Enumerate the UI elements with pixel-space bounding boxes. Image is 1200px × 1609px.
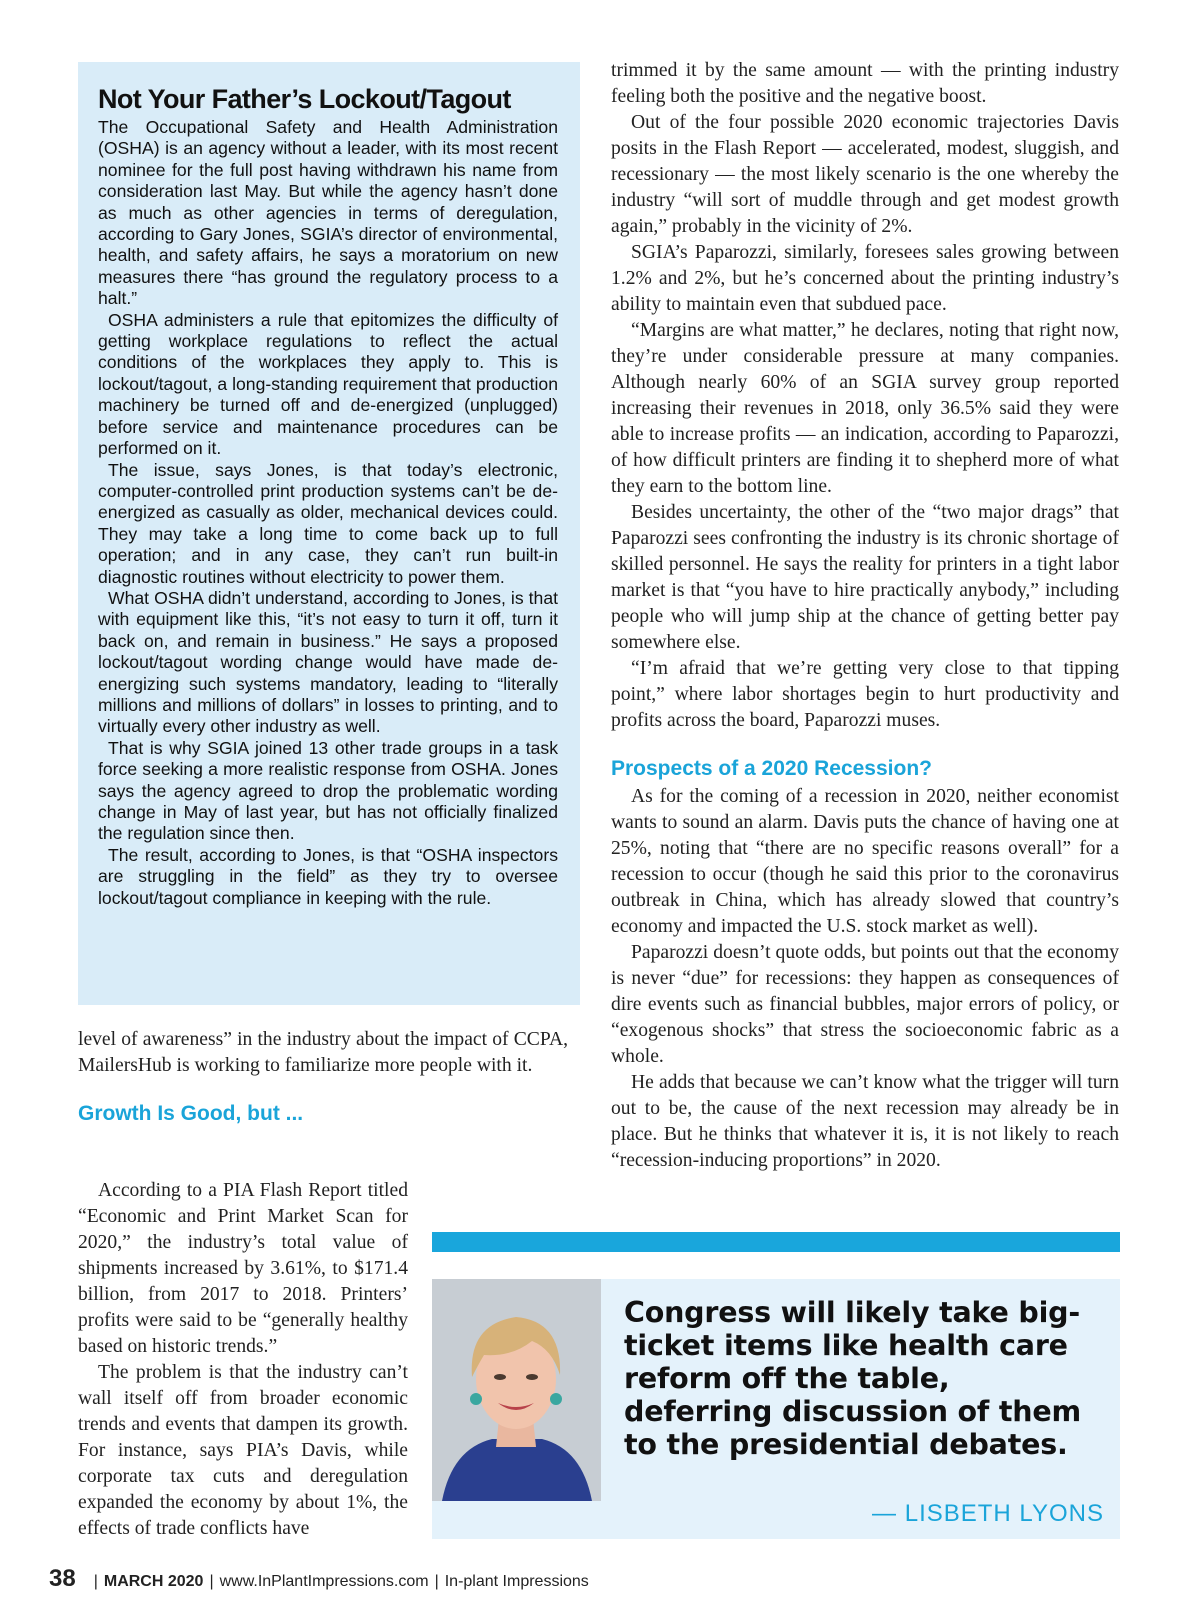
body-paragraph: “I’m afraid that we’re getting very close to that tipping point,” where labor shortages begin to hurt productivity and profits across the board, Paparozzi muses. [611, 658, 1119, 731]
issue-date: MARCH 2020 [103, 1573, 204, 1590]
body-paragraph: The problem is that the industry can’t wall itself off from broader economic trends and events that dampen its growth. For instance, says PIA’s Davis, while corporate tax cuts and deregulation expanded the economy by about 1%, the effects of trade conflicts have [78, 1362, 408, 1539]
sidebar-paragraph: That is why SGIA joined 13 other trade groups in a task force seeking a more realistic response from OSHA. Jones says the agency agreed to drop the problematic wording change in May of last year, but has not officially finalized the regulation since then. [98, 737, 558, 844]
footer-separator: | [209, 1573, 214, 1590]
pull-quote-text: Congress will likely take big-ticket items like health care reform off the table, deferring discussion of them to the presidential debates. [624, 1296, 1081, 1461]
sidebar-paragraph: The issue, says Jones, is that today’s electronic, computer-controlled print production systems can’t be de-energized as casually as older, mechanical devices could. They may take a long time to come back up to full operation; and in any case, they can’t run built-in diagnostic routines without electricity to power them. [98, 459, 558, 587]
pull-quote-accent-bar [432, 1232, 1120, 1252]
footer-separator: | [434, 1573, 439, 1590]
section-heading-recession: Prospects of a 2020 Recession? [611, 757, 932, 780]
body-paragraph: Paparozzi doesn’t quote odds, but points out that the economy is never “due” for recessions: they happen as consequences of dire events such as financial bubbles, major errors of policy, or “exogenous shocks” that stress the socioeconomic fabric as a whole. [611, 942, 1119, 1067]
left-column-narrow [78, 1178, 408, 1542]
pull-quote-attribution: — LISBETH LYONS [872, 1500, 1104, 1527]
body-paragraph: Out of the four possible 2020 economic trajectories Davis posits in the Flash Report — accelerated, modest, sluggish, and recessionary — the most likely scenario is the one whereby the industry “will sort of muddle through and get modest growth again,” probably in the vicinity of 2%. [611, 112, 1119, 237]
website-link[interactable]: www.InPlantImpressions.com [219, 1573, 429, 1590]
sidebar-paragraph: What OSHA didn’t understand, according to Jones, is that with equipment like this, “it’s not easy to turn it off, turn it back on, and remain in business.” He says a proposed lockout/tagout wording change would have made de-energizing such systems mandatory, leading to “literally millions and millions of dollars” in losses to printing, and to virtually every other industry as well. [98, 587, 558, 737]
sidebar-paragraph: The Occupational Safety and Health Administration (OSHA) is an agency without a leader, with its most recent nominee for the full post having withdrawn his name from consideration last May. But while the agency hasn’t done as much as other agencies in terms of deregulation, according to Gary Jones, SGIA’s director of environmental, health, and safety affairs, he says a moratorium on new measures there “has ground the regulatory process to a halt.” [98, 117, 558, 309]
page-footer [49, 1565, 589, 1593]
page-number: 38 [49, 1565, 76, 1592]
right-column [611, 58, 1119, 1174]
publication-name: In-plant Impressions [444, 1573, 589, 1590]
sidebar-title: Not Your Father’s Lockout/Tagout [98, 84, 511, 114]
section-heading-growth: Growth Is Good, but ... [78, 1102, 304, 1125]
body-paragraph: level of awareness” in the industry about the impact of CCPA, MailersHub is working to familiarize more people with it. [78, 1029, 568, 1076]
portrait-illustration [432, 1279, 601, 1501]
sidebar-paragraph: The result, according to Jones, is that “OSHA inspectors are struggling in the field” as they try to oversee lockout/tagout compliance in keeping with the rule. [98, 844, 558, 908]
body-paragraph: According to a PIA Flash Report titled “Economic and Print Market Scan for 2020,” the industry’s total value of shipments increased by 3.61%, to $171.4 billion, from 2017 to 2018. Printers’ profits were said to be “generally healthy based on historic trends.” [78, 1180, 408, 1357]
body-paragraph: Besides uncertainty, the other of the “two major drags” that Paparozzi sees confronting the industry is its chronic shortage of skilled personnel. He says the reality for printers in a tight labor market is that “you have to hire practically anybody,” including people who will jump ship at the chance of getting better pay somewhere else. [611, 502, 1119, 653]
body-paragraph: As for the coming of a recession in 2020, neither economist wants to sound an alarm. Davis puts the chance of having one at 25%, noting that “there are no specific reasons overall” for a recession to occur (though he said this prior to the coronavirus outbreak in China, which has already slowed that country’s economy and impacted the U.S. stock market as well). [611, 786, 1119, 937]
body-paragraph: trimmed it by the same amount — with the printing industry feeling both the positive and the negative boost. [611, 60, 1119, 107]
sidebar-box [78, 62, 580, 1005]
body-paragraph: He adds that because we can’t know what the trigger will turn out to be, the cause of the next recession may already be in place. But he thinks that whatever it is, it is not likely to reach “recession-inducing proportions” in 2020. [611, 1072, 1119, 1171]
footer-separator: | [93, 1573, 98, 1590]
portrait-photo [432, 1279, 601, 1501]
sidebar-paragraph: OSHA administers a rule that epitomizes the difficulty of getting workplace regulations to reflect the actual conditions of the workplaces they apply to. This is lockout/tagout, a long-standing requirement that production machinery be turned off and de-energized (unplugged) before service and maintenance procedures can be performed on it. [98, 309, 558, 459]
body-paragraph: “Margins are what matter,” he declares, noting that right now, they’re under considerable pressure at many companies. Although nearly 60% of an SGIA survey group reported increasing their revenues in 2018, only 36.5% said they were able to increase profits — an indication, according to Paparozzi, of how difficult printers are finding it to shepherd more of what they earn to the bottom line. [611, 320, 1119, 497]
body-paragraph: SGIA’s Paparozzi, similarly, foresees sales growing between 1.2% and 2%, but he’s concerned about the printing industry’s ability to maintain even that subdued pace. [611, 242, 1119, 315]
left-column-lower [78, 1027, 568, 1129]
